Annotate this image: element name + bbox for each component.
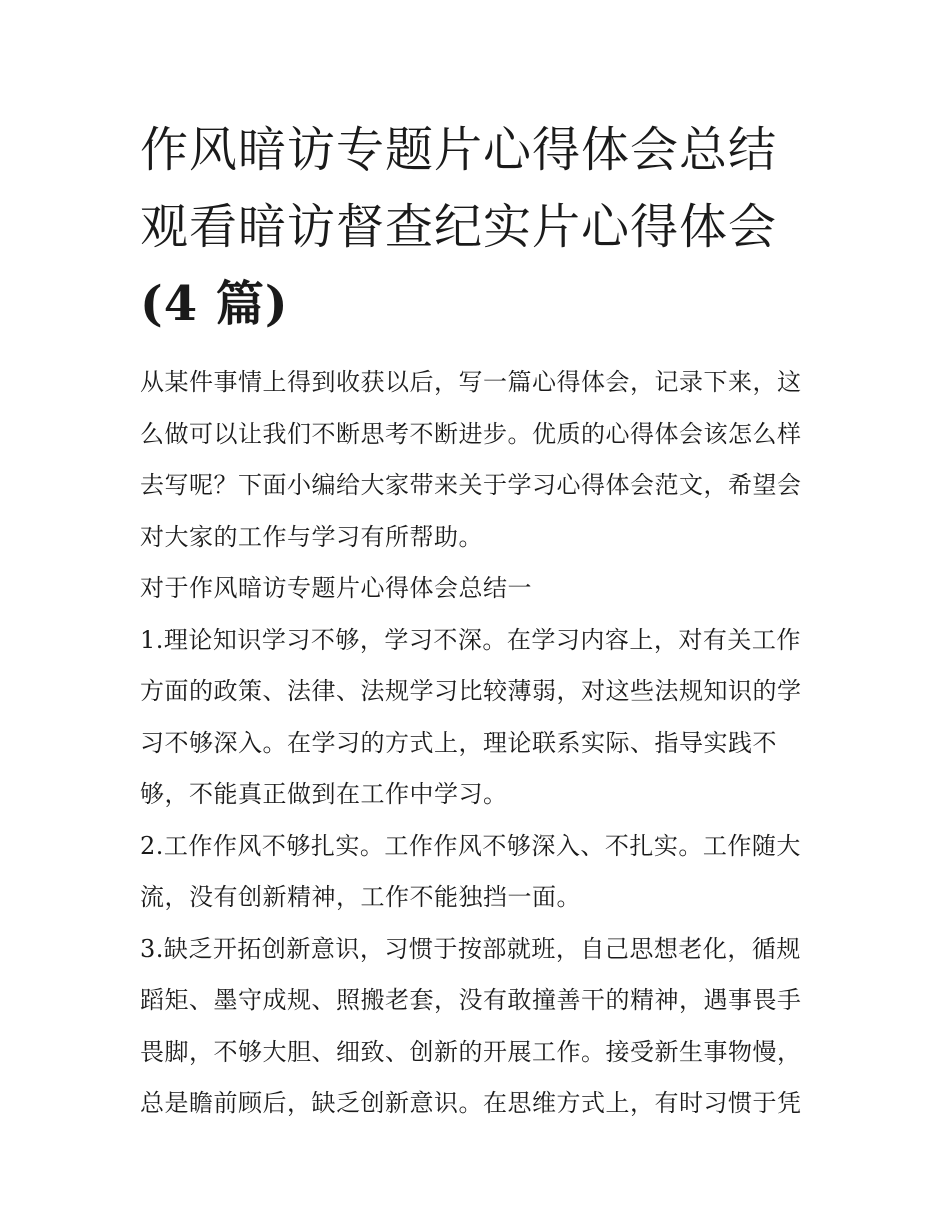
body-paragraph-2: 2.工作作风不够扎实。工作作风不够深入、不扎实。工作随大流，没有创新精神，工作不能独挡一面。 [140, 831, 801, 911]
document-page [140, 112, 820, 1130]
title-line-1: 作风暗访专题片心得体会总结 [140, 122, 778, 178]
title-line-2: 观看暗访督查纪实片心得体会 [140, 199, 778, 255]
body-paragraph-3: 3.缺乏开拓创新意识，习惯于按部就班，自己思想老化，循规蹈矩、墨守成规、照搬老套，没有敢撞善干的精神，遇事畏手畏脚，不够大胆、细致、创新的开展工作。接受新生事物慢，总是瞻前顾后，缺乏创新意识。在思维方式上，有时习惯于凭 [140, 934, 802, 1117]
body-paragraph-1: 1.理论知识学习不够，学习不深。在学习内容上，对有关工作方面的政策、法律、法规学习比较薄弱，对这些法规知识的学习不够深入。在学习的方式上，理论联系实际、指导实践不够，不能真正做到在工作中学习。 [140, 625, 802, 808]
section-heading: 对于作风暗访专题片心得体会总结一 [140, 574, 532, 602]
document-title [140, 112, 820, 343]
title-line-3: (4 篇) [140, 276, 289, 332]
intro-paragraph: 从某件事情上得到收获以后，写一篇心得体会，记录下来，这么做可以让我们不断思考不断进步。优质的心得体会该怎么样去写呢？下面小编给大家带来关于学习心得体会范文，希望会对大家的工作与学习有所帮助。 [140, 368, 802, 551]
